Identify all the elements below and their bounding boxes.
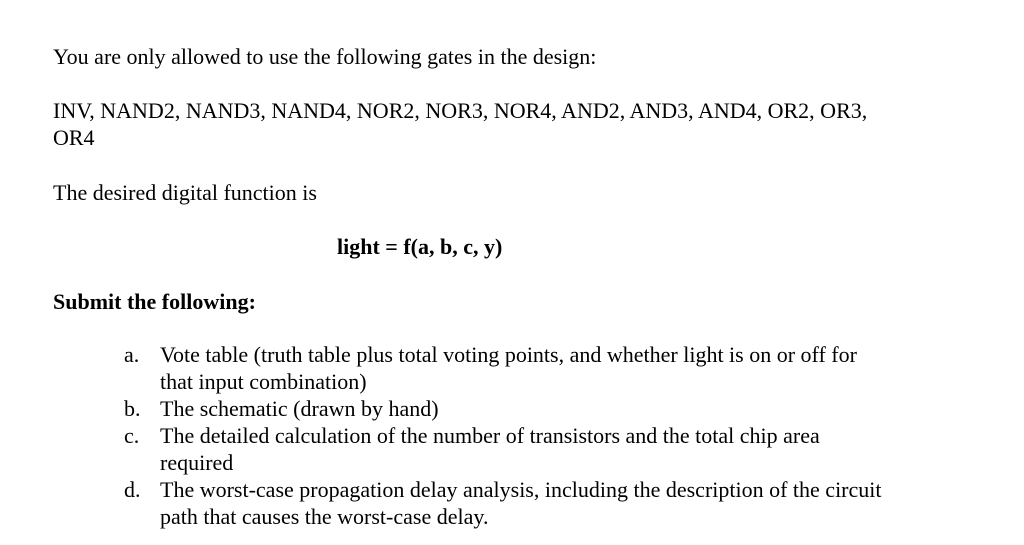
requirement-text-line: The schematic (drawn by hand) (160, 396, 439, 421)
requirement-marker: d. (124, 477, 141, 502)
desired-function-intro: The desired digital function is (53, 180, 317, 205)
requirement-text-line: Vote table (truth table plus total voting points, and whether light is on or off for (160, 342, 857, 367)
requirement-text-line: The detailed calculation of the number of transistors and the total chip area (160, 423, 820, 448)
requirement-item-a (124, 341, 954, 395)
requirement-item-b (124, 395, 954, 422)
requirement-text-line: required (160, 450, 234, 475)
allowed-gates-line-1: INV, NAND2, NAND3, NAND4, NOR2, NOR3, NOR4, AND2, AND3, AND4, OR2, OR3, (53, 98, 868, 123)
requirement-marker: b. (124, 396, 141, 421)
requirement-text-line: The worst-case propagation delay analysis, including the description of the circuit (160, 477, 882, 502)
submit-heading: Submit the following: (53, 289, 256, 314)
function-equation: light = f(a, b, c, y) (337, 234, 503, 259)
allowed-gates-line-2: OR4 (53, 125, 95, 150)
requirement-marker: c. (124, 423, 140, 448)
requirement-item-d (124, 476, 954, 530)
requirement-text-line: path that causes the worst-case delay. (160, 504, 489, 529)
requirement-text-line: that input combination) (160, 369, 367, 394)
requirements-list (124, 341, 954, 530)
allowed-gates-list (53, 97, 867, 151)
intro-text: You are only allowed to use the following gates in the design: (53, 44, 597, 69)
requirement-marker: a. (124, 342, 140, 367)
requirement-item-c (124, 422, 954, 476)
